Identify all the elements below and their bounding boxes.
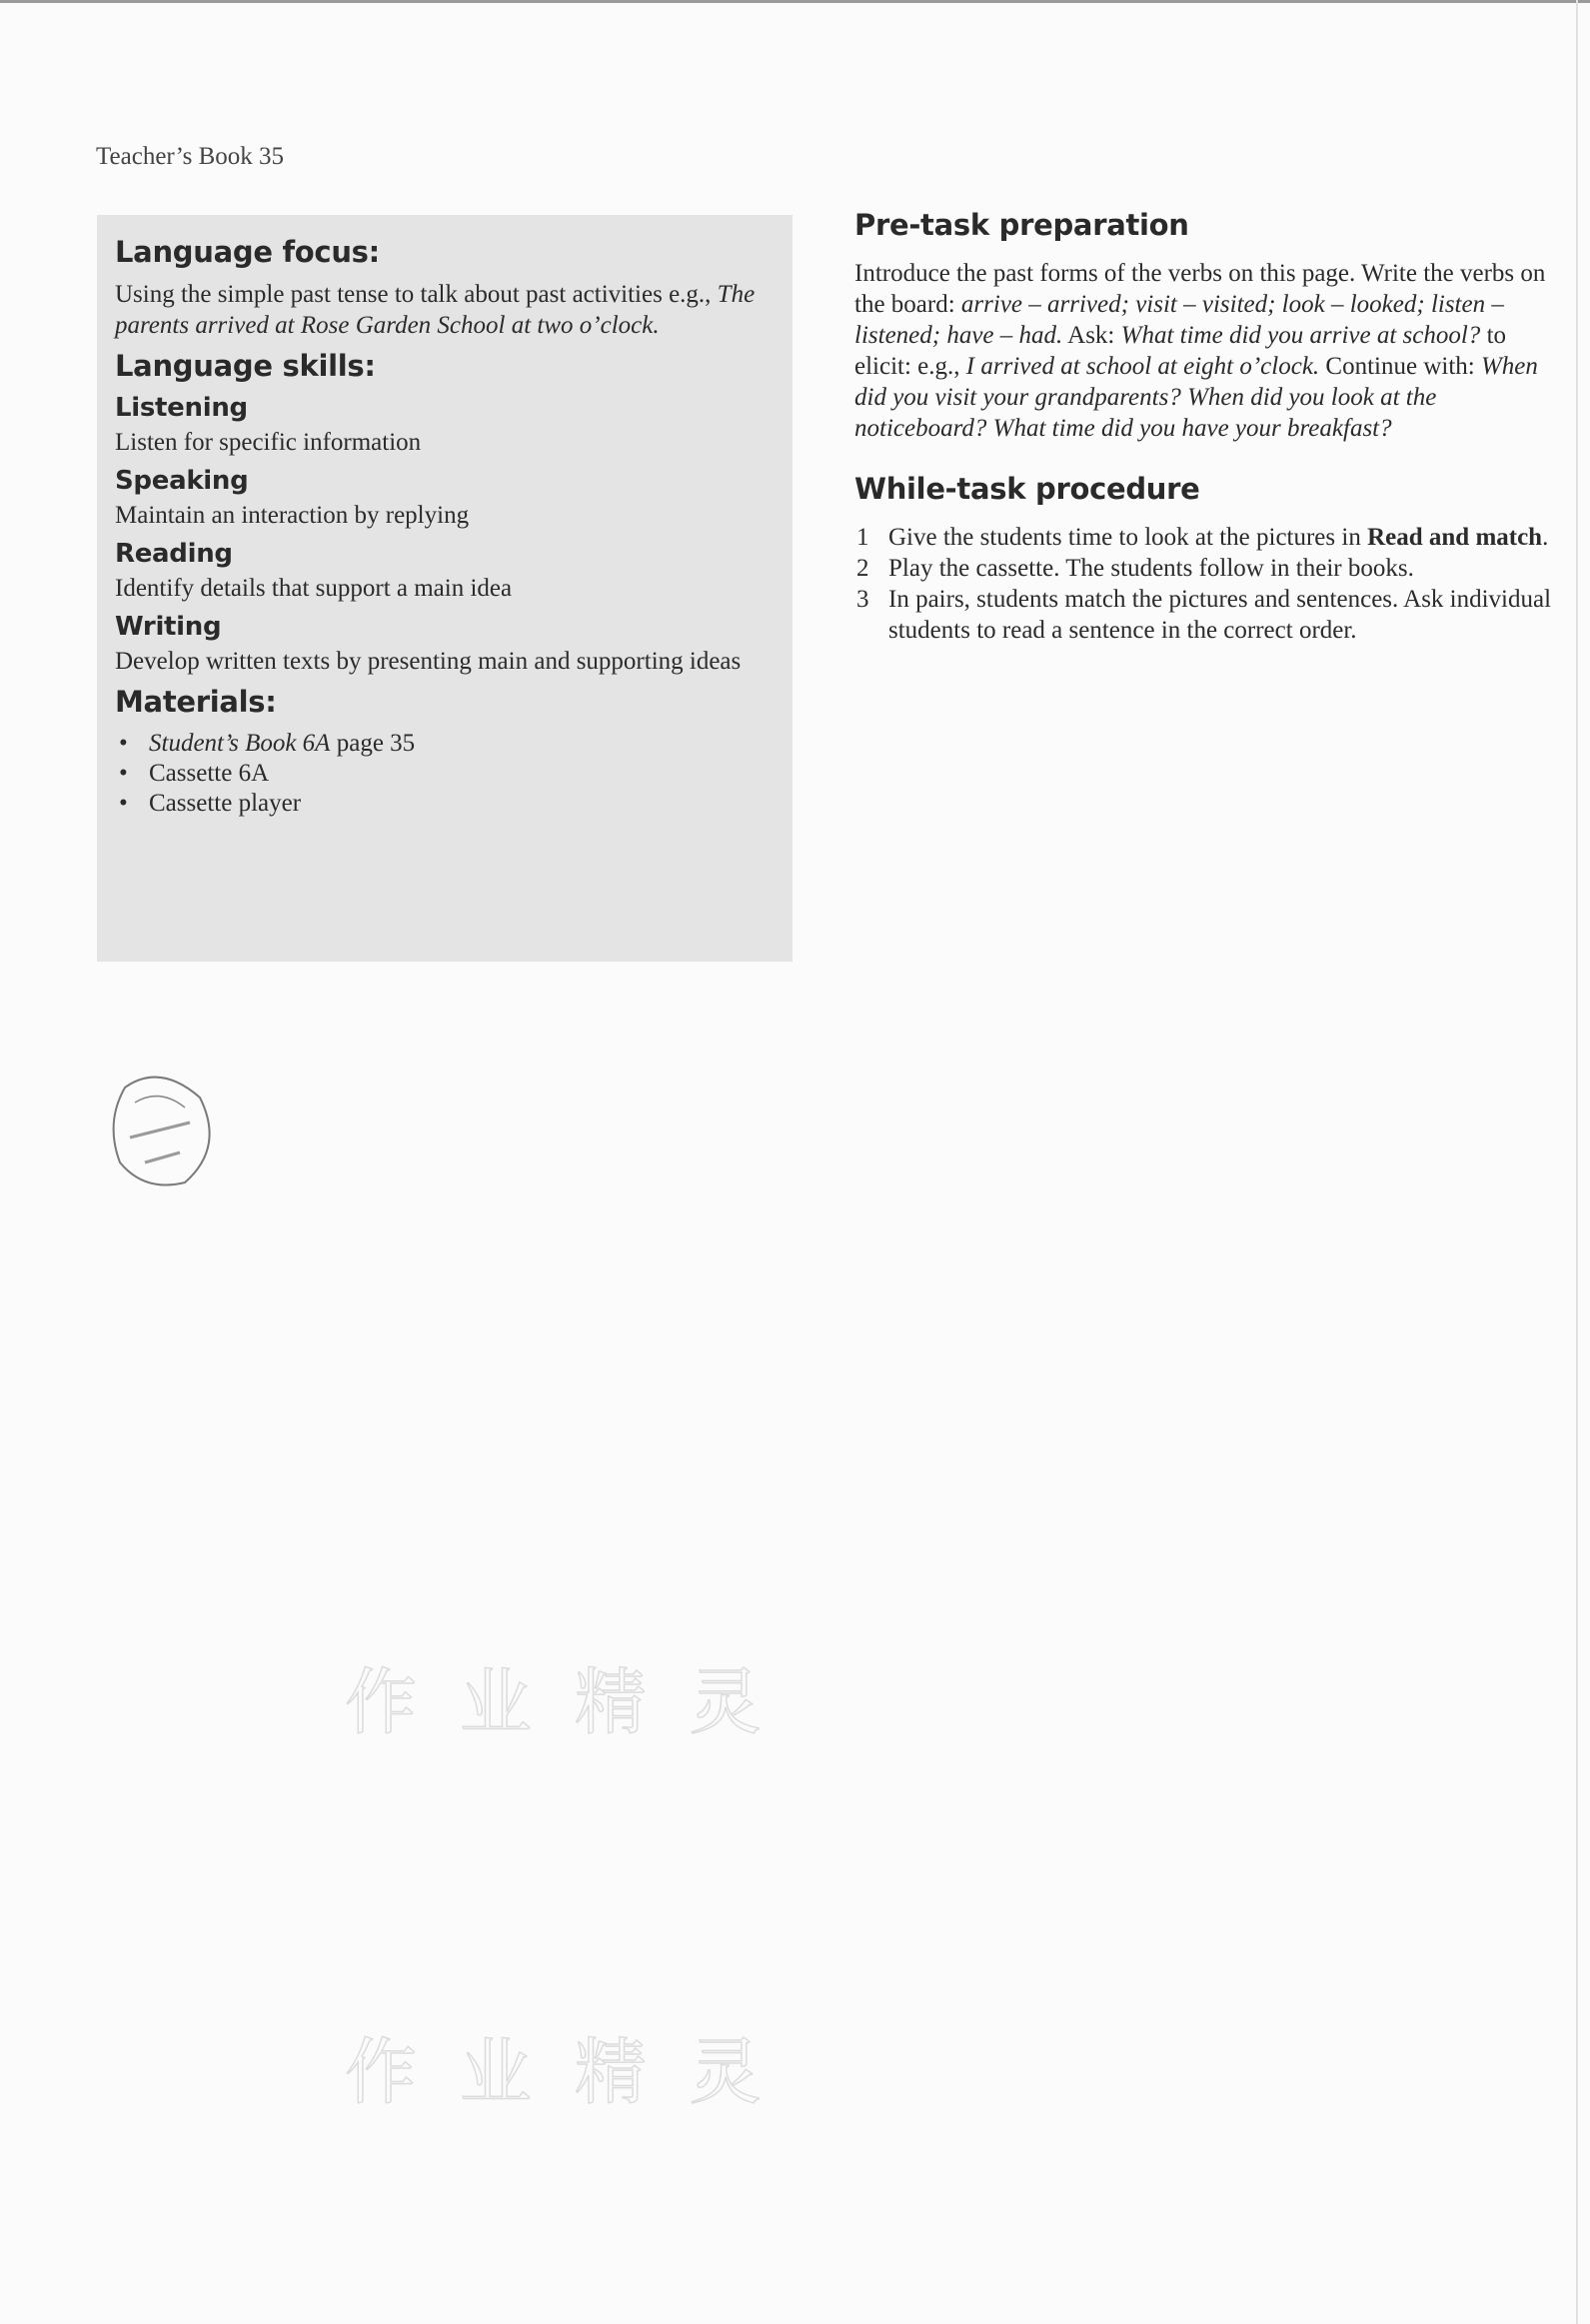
while-task-steps [854, 522, 1554, 646]
language-focus-text: Using the simple past tense to talk about past activities e.g., The parents arrived at Rose Garden School at two o’clock. [115, 281, 756, 339]
writing-text: Develop written texts by presenting main and supporting ideas [115, 648, 742, 675]
watermark: 作 业 精 灵 [345, 1660, 772, 1744]
listening-text: Listen for specific information [115, 429, 422, 456]
listening-heading: Listening [115, 393, 248, 423]
language-skills-heading: Language skills: [115, 349, 376, 383]
writing-heading: Writing [115, 612, 222, 642]
reading-heading: Reading [115, 539, 233, 569]
materials-list [115, 729, 775, 819]
list-item: • Student’s Book 6A page 35 [119, 730, 416, 757]
language-focus-heading: Language focus: [115, 235, 380, 269]
procedure-column [854, 208, 1554, 646]
pre-task-text: Introduce the past forms of the verbs on this page. Write the verbs on the board: arrive – arrived; visit – visited; look – looked; listen – listened; have – had. Ask: What time did you arrive at school? to elicit: e.g., I arrived at school at eight o’clock. Continue with: When did you visit your grandparents? When did you look at the noticeboard? What time did you have your breakfast? [854, 260, 1546, 442]
pre-task-heading: Pre-task preparation [854, 208, 1189, 242]
speaking-heading: Speaking [115, 466, 249, 496]
materials-heading: Materials: [115, 685, 277, 719]
while-task-heading: While-task procedure [854, 472, 1200, 506]
reading-text: Identify details that support a main idea [115, 575, 513, 602]
watermark: 作 业 精 灵 [345, 2030, 772, 2114]
list-item: • Cassette 6A [119, 760, 270, 787]
bullet-icon: • [119, 760, 128, 787]
right-edge-rule [1576, 0, 1578, 2324]
list-item: 1 Give the students time to look at the pictures in Read and match. [856, 524, 1549, 551]
list-item: 3 In pairs, students match the pictures and sentences. Ask individual students to read a sentence in the correct order. [856, 586, 1552, 644]
list-item: • Cassette player [119, 790, 302, 817]
stamp-icon [105, 1068, 215, 1197]
objectives-box [97, 215, 793, 962]
speaking-text: Maintain an interaction by replying [115, 502, 470, 529]
top-rule [0, 0, 1590, 3]
list-item: 2 Play the cassette. The students follow in their books. [856, 555, 1414, 582]
bullet-icon: • [119, 730, 128, 757]
bullet-icon: • [119, 790, 128, 817]
page-header: Teacher’s Book 35 [96, 143, 285, 170]
